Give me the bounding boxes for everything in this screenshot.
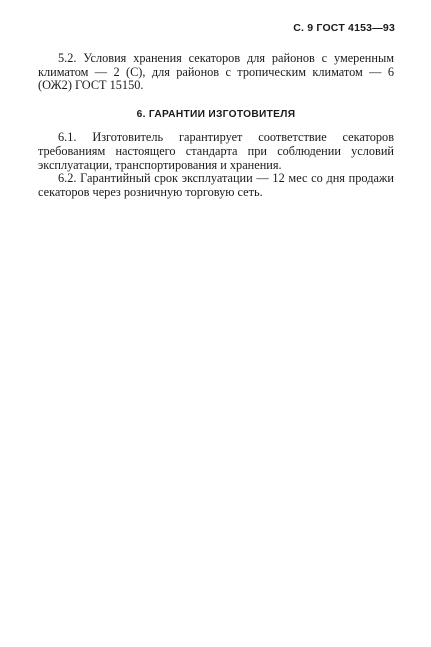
paragraph-6-1: 6.1. Изготовитель гарантирует соответствие секаторов требованиям настоящего стандарта при соблюдении условий эксплуатации, транспортирования и хранения. <box>38 130 394 172</box>
document-body <box>38 52 394 199</box>
paragraph-5-2: 5.2. Условия хранения секаторов для районов с умеренным климатом — 2 (С), для районов с тропическим климатом — 6 (ОЖ2) ГОСТ 15150. <box>38 51 394 93</box>
paragraph-6-2: 6.2. Гарантийный срок эксплуатации — 12 мес со дня продажи секаторов через розничную торговую сеть. <box>38 171 394 199</box>
page-header: С. 9 ГОСТ 4153—93 <box>293 22 395 34</box>
section-title-6: 6. ГАРАНТИИ ИЗГОТОВИТЕЛЯ <box>136 108 296 120</box>
